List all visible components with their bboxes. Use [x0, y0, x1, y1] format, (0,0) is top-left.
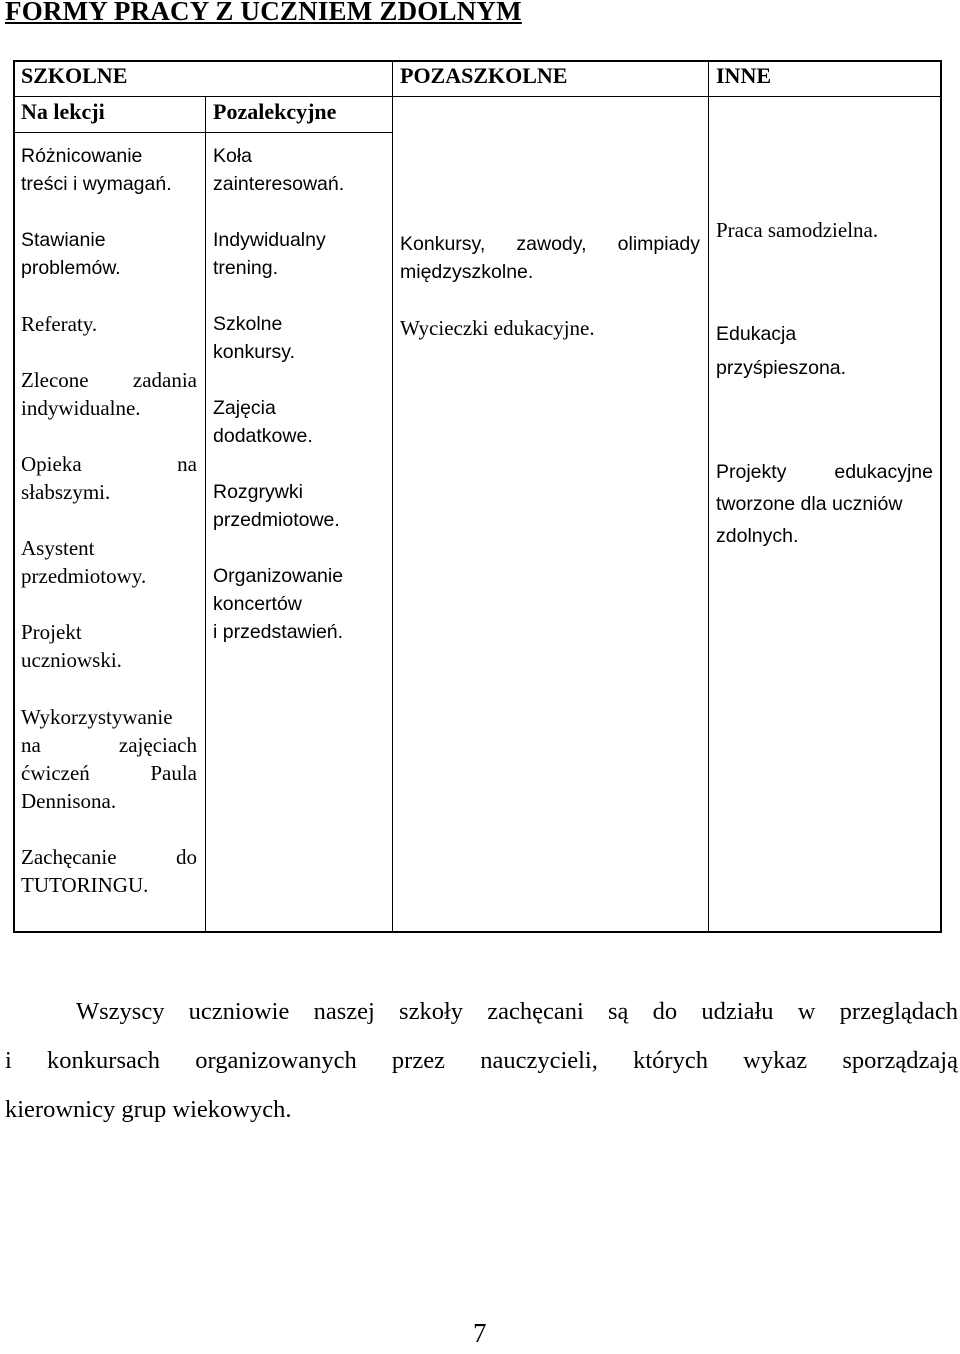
- col2-text: i przedstawień.: [213, 621, 344, 643]
- col1-word: Zlecone: [21, 368, 89, 392]
- col1-text: TUTORINGU.: [21, 873, 149, 897]
- table-header-divider: [13, 96, 942, 97]
- col1-justified-line: [21, 450, 197, 478]
- header-inne: INNE: [716, 63, 772, 88]
- col2-text: konkursy.: [213, 341, 295, 363]
- col4-word: edukacyjne: [834, 461, 933, 483]
- col1-word: Opieka: [21, 452, 82, 476]
- table-border-bottom: [13, 931, 942, 933]
- col1-text: problemów.: [21, 257, 121, 279]
- header-szkolne: SZKOLNE: [21, 63, 128, 88]
- col1-word: na: [21, 733, 41, 757]
- table-border-top: [13, 60, 942, 62]
- col1-text: Dennisona.: [21, 789, 117, 813]
- col1-text: Stawianie: [21, 229, 106, 251]
- col1-word: ćwiczeń: [21, 761, 90, 785]
- col1-text: uczniowski.: [21, 648, 122, 672]
- page-number: 7: [473, 1318, 487, 1348]
- col2-text: Koła: [213, 145, 253, 167]
- col1-justified-line: [21, 366, 197, 394]
- col3-text: międzyszkolne.: [400, 261, 534, 283]
- col4-text: tworzone dla uczniów: [716, 493, 903, 515]
- col1-text: Referaty.: [21, 312, 98, 336]
- page-title: FORMY PRACY Z UCZNIEM ZDOLNYM: [5, 0, 522, 26]
- col1-text: Różnicowanie: [21, 145, 143, 167]
- col1-justified-line: [21, 731, 197, 759]
- col4-text: zdolnych.: [716, 525, 799, 547]
- table-divider-col4: [708, 60, 709, 933]
- col1-word: na: [177, 452, 197, 476]
- col4-word: Projekty: [716, 461, 787, 483]
- col3-word: zawody,: [516, 233, 587, 255]
- col1-text: przedmiotowy.: [21, 564, 147, 588]
- paragraph-line: kierownicy grup wiekowych.: [5, 1096, 292, 1123]
- table-border-right: [940, 60, 942, 933]
- col1-text: słabszymi.: [21, 480, 111, 504]
- table-subheader-divider: [13, 132, 393, 133]
- col2-text: Zajęcia: [213, 397, 276, 419]
- col1-word: do: [176, 845, 197, 869]
- col1-word: zadania: [132, 368, 197, 392]
- table-border-left: [13, 60, 15, 933]
- col4-text: Edukacja: [716, 323, 797, 345]
- col1-word: Zachęcanie: [21, 845, 117, 869]
- col4-text: przyśpieszona.: [716, 357, 847, 379]
- header-pozaszkolne: POZASZKOLNE: [400, 63, 568, 88]
- table-divider-col3: [392, 60, 393, 933]
- col1-word: Paula: [150, 761, 197, 785]
- col1-text: Asystent: [21, 536, 95, 560]
- col1-text: treści i wymagań.: [21, 173, 172, 195]
- col3-justified-line: [400, 230, 700, 258]
- col2-text: trening.: [213, 257, 279, 279]
- col1-text: indywidualne.: [21, 396, 141, 420]
- col1-justified-line: [21, 759, 197, 787]
- col4-justified-line: [716, 458, 933, 486]
- col3-text: Wycieczki edukacyjne.: [400, 316, 595, 340]
- col1-text: Wykorzystywanie: [21, 705, 173, 729]
- header-na-lekcji: Na lekcji: [21, 99, 105, 124]
- col3-word: olimpiady: [617, 233, 701, 255]
- col2-text: dodatkowe.: [213, 425, 313, 447]
- col2-text: koncertów: [213, 593, 302, 615]
- col2-text: przedmiotowe.: [213, 509, 340, 531]
- paragraph-line: Wszyscy uczniowie naszej szkoły zachęcani są do udziału w przeglądach: [76, 998, 958, 1025]
- col2-text: Szkolne: [213, 313, 283, 335]
- header-pozalekcyjne: Pozalekcyjne: [213, 99, 337, 124]
- col1-text: Projekt: [21, 620, 82, 644]
- col2-text: Indywidualny: [213, 229, 326, 251]
- col4-text: Praca samodzielna.: [716, 218, 879, 242]
- paragraph-line: i konkursach organizowanych przez nauczycieli, których wykaz sporządzają: [5, 1047, 958, 1074]
- col1-word: zajęciach: [118, 733, 197, 757]
- table-divider-col2: [205, 96, 206, 933]
- col2-text: Rozgrywki: [213, 481, 303, 503]
- col3-word: Konkursy,: [400, 233, 486, 255]
- body-paragraph: [5, 987, 958, 1134]
- col2-text: zainteresowań.: [213, 173, 345, 195]
- col2-text: Organizowanie: [213, 565, 344, 587]
- col1-justified-line: [21, 843, 197, 871]
